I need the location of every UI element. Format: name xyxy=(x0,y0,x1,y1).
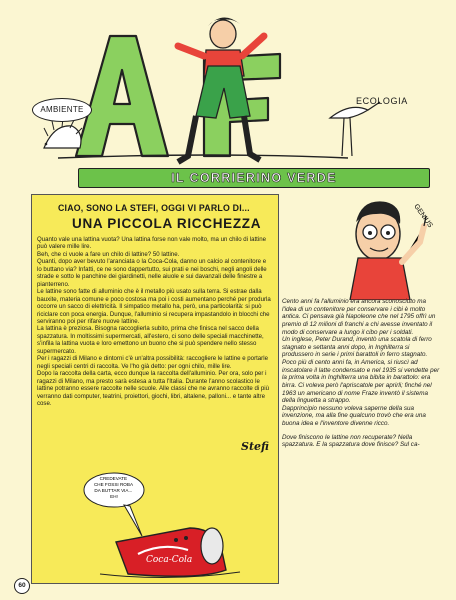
article-paragraph: Le lattine sono fatte di alluminio che è il metallo più usato sulla terra. Si estrae dalla bauxite, materia comune e poco costosa ma poi i costi aumentano perché per produrla occorre un sacco di elettricità. Il simpatico metallo ha, però, una particolarità: si può riciclare con poca energia. Dunque, l'alluminio si recupera impastandolo in blocchi che serviranno poi per rifare nuove lattine. xyxy=(37,288,271,325)
article-body xyxy=(37,236,271,407)
can-top xyxy=(201,528,223,564)
article-paragraph: Dopo la raccolta della carta, ecco dunque la raccolta dell'alluminio. Per ora, solo per i ragazzi di Milano, ma presto sarà estesa a tutta l'Italia. Durante l'anno scolastico le lattine potranno essere raccolte nelle scuole. Alle classi che ne avranno raccolte di più verranno dati computer, teatrini, proiettori, giochi, libri, altalene, palloni... e tante altre cose. xyxy=(37,370,270,407)
side-paragraph: Poco più di cento anni fa, in America, si riuscì ad inscatolare il latte condensato e nel 1935 si vendette per la prima volta in Inghilterra una bibita in barattolo: era birra. Ci voleva però l'apriscatole per aprirli; finché nel 1963 un americano di nome Fraze inventò il sistema della linguetta a strappo. xyxy=(282,359,440,405)
can-illustration xyxy=(80,450,260,580)
speech-bubble-text: CREDEVATE CHE FOSSI ROBA DA BUTTAR VIA... EH! xyxy=(93,476,133,499)
side-article xyxy=(282,298,440,449)
page-number: 60 xyxy=(14,578,30,594)
genius-label: GENIUS xyxy=(412,203,434,230)
article-title: UNA PICCOLA RICCHEZZA xyxy=(72,216,262,231)
banner-title: IL CORRIERINO VERDE xyxy=(171,171,337,185)
article-paragraph: Per i ragazzi di Milano e dintorni c'è un'altra possibilità: raccogliere le lattine e portarle negli speciali centri di raccolta. Ve l'ho già detto: per ogni chilo, mille lire. xyxy=(37,355,268,370)
article-paragraph: La lattina è preziosa. Bisogna raccoglierla subito, prima che finisca nel sacco della spazzatura. In moltissimi supermercati, all'estero, ci sono delle speciali macchinette, s'infila la lattina vuota e loro emettono un buono che si può spendere nello stesso supermercato. xyxy=(37,325,264,355)
ambiente-bubble: AMBIENTE xyxy=(32,98,92,122)
article-paragraph: Quanti, dopo aver bevuto l'aranciata o la Coca-Cola, danno un calcio al contenitore e lo buttano via? Infatti, ce ne sono dappertutto, sui prati e nei boschi, negli angoli delle strade e sotto le panchine dei giardinetti, nelle aiuole e sui davanzali delle finestre a pianterreno. xyxy=(37,258,267,288)
article-paragraph: Quanto vale una lattina vuota? Una lattina forse non vale molto, ma un chilo di lattine può valere mille lire. xyxy=(37,236,266,251)
ecologia-label: ECOLOGIA xyxy=(356,96,408,106)
genius-illustration xyxy=(340,192,440,300)
article-paragraph: Beh, che ci vuole a fare un chilo di lattine? 50 lattine. xyxy=(37,250,180,258)
letter-a-shape xyxy=(76,36,168,156)
can-brand-text: Coca-Cola xyxy=(146,555,193,565)
article-kicker: CIAO, SONO LA STEFI, OGGI VI PARLO DI... xyxy=(58,203,250,213)
bird-figure xyxy=(330,102,380,156)
section-banner xyxy=(78,168,430,188)
header-illustration xyxy=(18,6,438,168)
hedgehog-figure xyxy=(44,118,82,148)
stefi-signature: Stefi xyxy=(241,440,270,453)
side-paragraph: Cento anni fa l'alluminio era ancora sconosciuto ma l'idea di un contenitore per conservare i cibi è molto antica. Ci pensava già Napoleone che nel 1795 offrì un premio di 12 milioni di franchi a chi avesse inventato il modo di conservare a lungo il cibo per i soldati. xyxy=(282,298,436,336)
side-paragraph: Un inglese, Peter Durand, inventò una scatola di ferro stagnato e settanta anni dopo, in Inghilterra si produssero in serie i primi barattoli in ferro stagnato. xyxy=(282,336,432,359)
side-paragraph: Dapprincipio nessuno voleva saperne della sua invenzione, ma alla fine qualcuno trovò che era una buona idea e l'inventore divenne ricco. xyxy=(282,404,426,427)
side-paragraph: Dove finiscono le lattine non recuperate? Nella spazzatura. E la spazzatura dove finisce? Sul ca- xyxy=(282,433,420,449)
